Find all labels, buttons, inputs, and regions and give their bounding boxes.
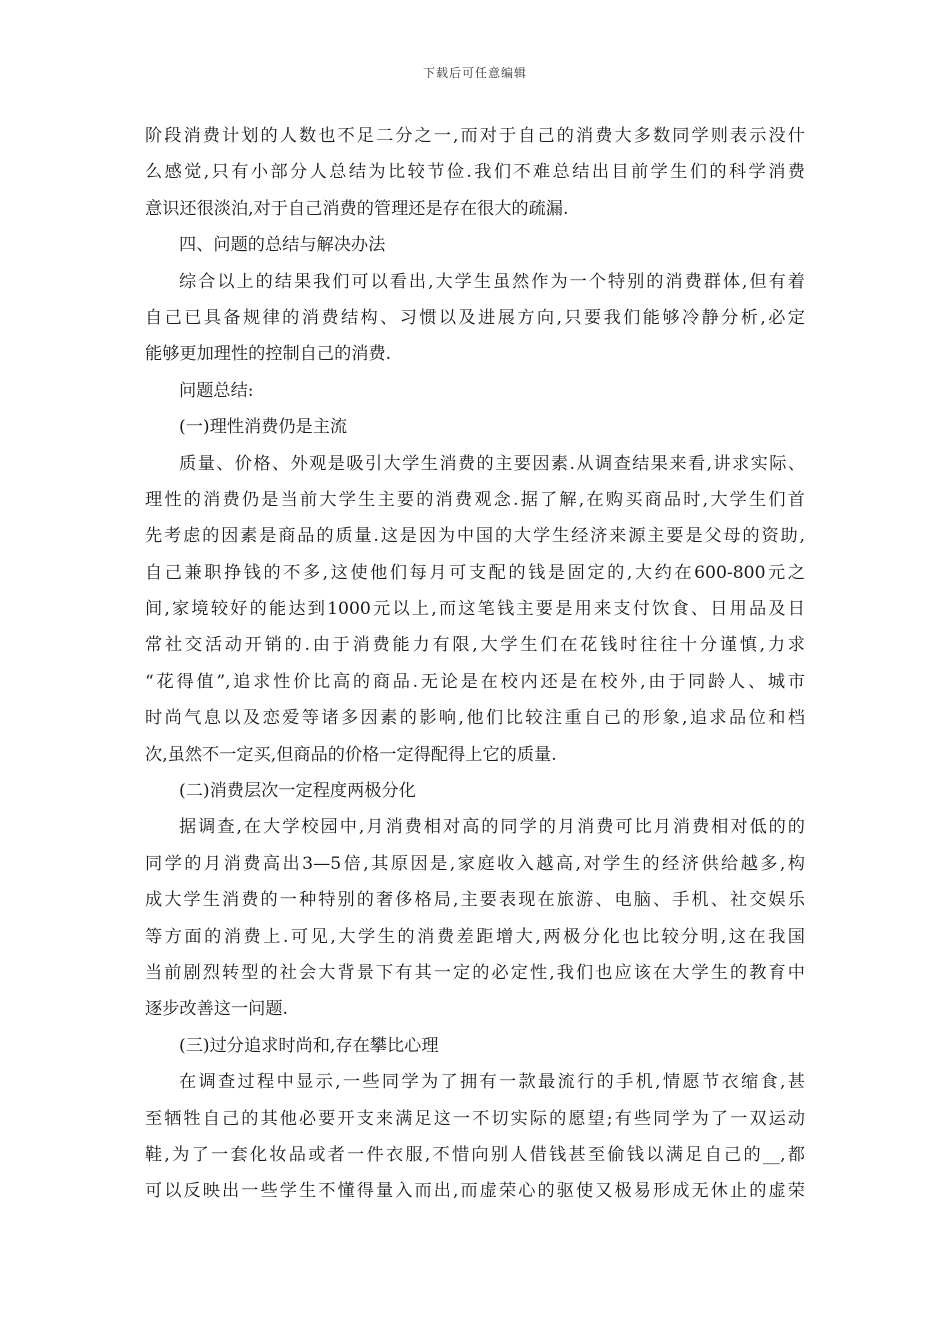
text-line: 据调查,在大学校园中,月消费相对高的同学的月消费可比月消费相对低的的 [179,817,805,838]
text-line: 能够更加理性的控制自己的消费. [145,344,392,365]
text-line: 鞋,为了一套化妆品或者一件衣服,不惜向别人借钱甚至偷钱以满足自己的__,都 [145,1144,805,1165]
text-line: 次,虽然不一定买,但商品的价格一定得配得上它的质量. [145,744,557,765]
text-line: 四、问题的总结与解决办法 [179,235,386,256]
text-line: 至牺牲自己的其他必要开支来满足这一不切实际的愿望;有些同学为了一双运动 [145,1108,805,1129]
text-line: 自己兼职挣钱的不多,这使他们每月可支配的钱是固定的,大约在600-800元之 [145,562,805,583]
text-line: 问题总结: [179,380,254,401]
text-line: 么感觉,只有小部分人总结为比较节俭.我们不难总结出目前学生们的科学消费 [145,162,805,183]
text-line: 同学的月消费高出3—5倍,其原因是,家庭收入越高,对学生的经济供给越多,构 [145,853,805,874]
text-line: 时尚气息以及恋爱等诸多因素的影响,他们比较注重自己的形象,追求品位和档 [145,708,805,729]
document-body [145,118,805,1210]
text-line: 间,家境较好的能达到1000元以上,而这笔钱主要是用来支付饮食、日用品及日 [145,599,805,620]
text-line: 可以反映出一些学生不懂得量入而出,而虚荣心的驱使又极易形成无休止的虚荣 [145,1181,805,1202]
text-line: 意识还很淡泊,对于自己消费的管理还是存在很大的疏漏. [145,198,569,219]
text-line: 综合以上的结果我们可以看出,大学生虽然作为一个特别的消费群体,但有着 [179,271,805,292]
text-line: 常社交活动开销的.由于消费能力有限,大学生们在花钱时往往十分谨慎,力求 [145,635,805,656]
text-line: 逐步改善这一问题. [145,999,288,1020]
text-line: 先考虑的因素是商品的质量.这是因为中国的大学生经济来源主要是父母的资助, [145,526,805,547]
text-line: 质量、价格、外观是吸引大学生消费的主要因素.从调查结果来看,讲求实际、 [179,453,805,474]
text-line: “花得值”,追求性价比高的商品.无论是在校内还是在校外,由于同龄人、城市 [145,671,805,692]
text-line: (一)理性消费仍是主流 [179,417,348,438]
text-line: 阶段消费计划的人数也不足二分之一,而对于自己的消费大多数同学则表示没什 [145,126,805,146]
text-line: 等方面的消费上.可见,大学生的消费差距增大,两极分化也比较分明,这在我国 [145,926,805,947]
text-line: 当前剧烈转型的社会大背景下有其一定的必定性,我们也应该在大学生的教育中 [145,962,805,983]
text-line: (二)消费层次一定程度两极分化 [179,781,416,802]
page-header: 下载后可任意编辑 [422,66,527,80]
text-line: 在调查过程中显示,一些同学为了拥有一款最流行的手机,情愿节衣缩食,甚 [179,1072,805,1093]
text-line: (三)过分追求时尚和,存在攀比心理 [179,1035,439,1056]
text-line: 自己已具备规律的消费结构、习惯以及进展方向,只要我们能够冷静分析,必定 [145,307,805,328]
text-line: 成大学生消费的一种特别的奢侈格局,主要表现在旅游、电脑、手机、社交娱乐 [145,890,805,911]
text-line: 理性的消费仍是当前大学生主要的消费观念.据了解,在购买商品时,大学生们首 [145,489,805,510]
